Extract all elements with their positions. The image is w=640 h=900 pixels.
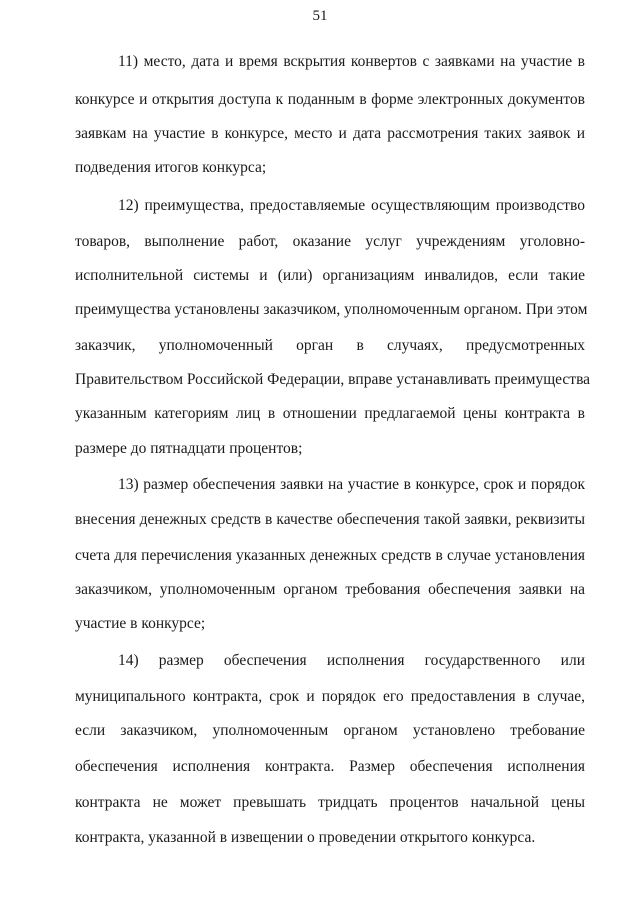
paragraph-13-line-2: внесения денежных средств в качестве обеспечения такой заявки, реквизиты (75, 511, 585, 528)
paragraph-12-line-5: заказчик, уполномоченный орган в случаях, предусмотренных (75, 337, 585, 354)
paragraph-12-line-1: 12) преимущества, предоставляемые осуществляющим производство (118, 197, 585, 214)
paragraph-11-line-4: подведения итогов конкурса; (75, 159, 267, 176)
paragraph-12-line-8: размере до пятнадцати процентов; (75, 440, 303, 457)
paragraph-12-line-2: товаров, выполнение работ, оказание услуг учреждениям уголовно- (75, 233, 585, 250)
paragraph-14-line-2: муниципального контракта, срок и порядок его предоставления в случае, (75, 688, 585, 705)
paragraph-12-line-4: преимущества установлены заказчиком, уполномоченным органом. При этом (75, 301, 588, 318)
paragraph-12-line-6: Правительством Российской Федерации, вправе устанавливать преимущества (75, 371, 591, 388)
paragraph-11-line-1: 11) место, дата и время вскрытия конвертов с заявками на участие в (118, 53, 585, 70)
paragraph-14-line-6: контракта, указанной в извещении о проведении открытого конкурса. (75, 829, 536, 846)
paragraph-11-line-2: конкурсе и открытия доступа к поданным в форме электронных документов (75, 91, 585, 108)
paragraph-14-line-1: 14) размер обеспечения исполнения государственного или (118, 652, 585, 669)
paragraph-12-line-7: указанным категориям лиц в отношении предлагаемой цены контракта в (75, 405, 585, 422)
paragraph-13-line-1: 13) размер обеспечения заявки на участие в конкурсе, срок и порядок (118, 476, 585, 493)
paragraph-14-line-3: если заказчиком, уполномоченным органом установлено требование (75, 722, 585, 739)
paragraph-11-line-3: заявкам на участие в конкурсе, место и дата рассмотрения таких заявок и (75, 125, 585, 142)
paragraph-13-line-3: счета для перечисления указанных денежных средств в случае установления (75, 547, 585, 564)
paragraph-12-line-3: исполнительной системы и (или) организациям инвалидов, если такие (75, 267, 585, 284)
paragraph-14-line-4: обеспечения исполнения контракта. Размер обеспечения исполнения (75, 758, 585, 775)
paragraph-14-line-5: контракта не может превышать тридцать процентов начальной цены (75, 794, 585, 811)
paragraph-13-line-5: участие в конкурсе; (75, 615, 206, 632)
page-number: 51 (312, 8, 328, 24)
paragraph-13-line-4: заказчиком, уполномоченным органом требования обеспечения заявки на (75, 581, 585, 598)
